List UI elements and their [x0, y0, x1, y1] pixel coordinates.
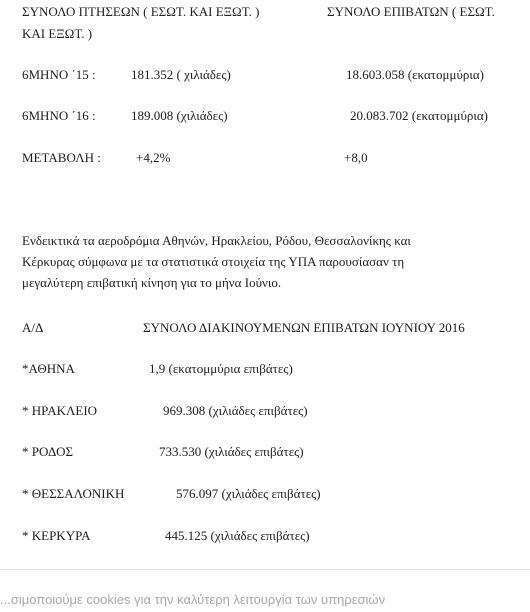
airport-name-corfu: * ΚΕΡΚΥΡΑ — [22, 528, 91, 543]
airport-name-athens: *ΑΘΗΝΑ — [22, 361, 75, 376]
flights-total-header: ΣΥΝΟΛΟ ΠΤΗΣΕΩΝ ( ΕΣΩΤ. ΚΑΙ ΕΞΩΤ. ) — [22, 4, 260, 19]
flights-2015: 181.352 ( χιλιάδες) — [131, 67, 231, 82]
airport-column-header: Α/Δ — [22, 320, 44, 335]
row-label-2015: 6ΜΗΝΟ ΄15 : — [22, 67, 96, 82]
intro-paragraph-line: Κέρκυρας σύμφωνα με τα στατιστικά στοιχεία της ΥΠΑ παρουσίασαν τη — [22, 254, 405, 269]
airport-name-rhodes: * ΡΟΔΟΣ — [22, 444, 74, 459]
flights-change: +4,2% — [136, 150, 171, 165]
passengers-change: +8,0 — [344, 150, 368, 165]
passengers-2016: 20.083.702 (εκατομμύρια) — [350, 108, 489, 123]
flights-2016: 189.008 (χιλιάδες) — [131, 108, 228, 123]
content-divider — [0, 569, 530, 570]
cookie-notice: ...σιμοποιούμε cookies για την καλύτερη λειτουργία των υπηρεσιών — [0, 592, 386, 607]
airport-name-thessaloniki: * ΘΕΣΣΑΛΟΝΙΚΗ — [22, 486, 125, 501]
passengers-june-header: ΣΥΝΟΛΟ ΔΙΑΚΙΝΟΥΜΕΝΩΝ ΕΠΙΒΑΤΩΝ ΙΟΥΝΙΟΥ 2016 — [143, 320, 465, 335]
intro-paragraph-line: μεγαλύτερη επιβατική κίνηση για το μήνα Ιούνιο. — [22, 275, 282, 290]
airport-value-thessaloniki: 576.097 (χιλιάδες επιβάτες) — [176, 486, 321, 501]
airport-value-rhodes: 733.530 (χιλιάδες επιβάτες) — [159, 444, 304, 459]
row-label-change: ΜΕΤΑΒΟΛΗ : — [22, 150, 101, 165]
intro-paragraph — [22, 230, 522, 293]
airport-name-heraklion: * ΗΡΑΚΛΕΙΟ — [22, 403, 98, 418]
passengers-total-header-cont: ΚΑΙ ΕΞΩΤ. ) — [22, 26, 93, 41]
airport-value-corfu: 445.125 (χιλιάδες επιβάτες) — [165, 528, 310, 543]
row-label-2016: 6ΜΗΝΟ ΄16 : — [22, 108, 96, 123]
airport-value-heraklion: 969.308 (χιλιάδες επιβάτες) — [163, 403, 308, 418]
airport-value-athens: 1,9 (εκατομμύρια επιβάτες) — [149, 361, 293, 376]
passengers-2015: 18.603.058 (εκατομμύρια) — [346, 67, 485, 82]
intro-paragraph-line: Ενδεικτικά τα αεροδρόμια Αθηνών, Ηρακλείου, Ρόδου, Θεσσαλονίκης και — [22, 233, 411, 248]
passengers-total-header: ΣΥΝΟΛΟ ΕΠΙΒΑΤΩΝ ( ΕΣΩΤ. — [327, 4, 495, 19]
